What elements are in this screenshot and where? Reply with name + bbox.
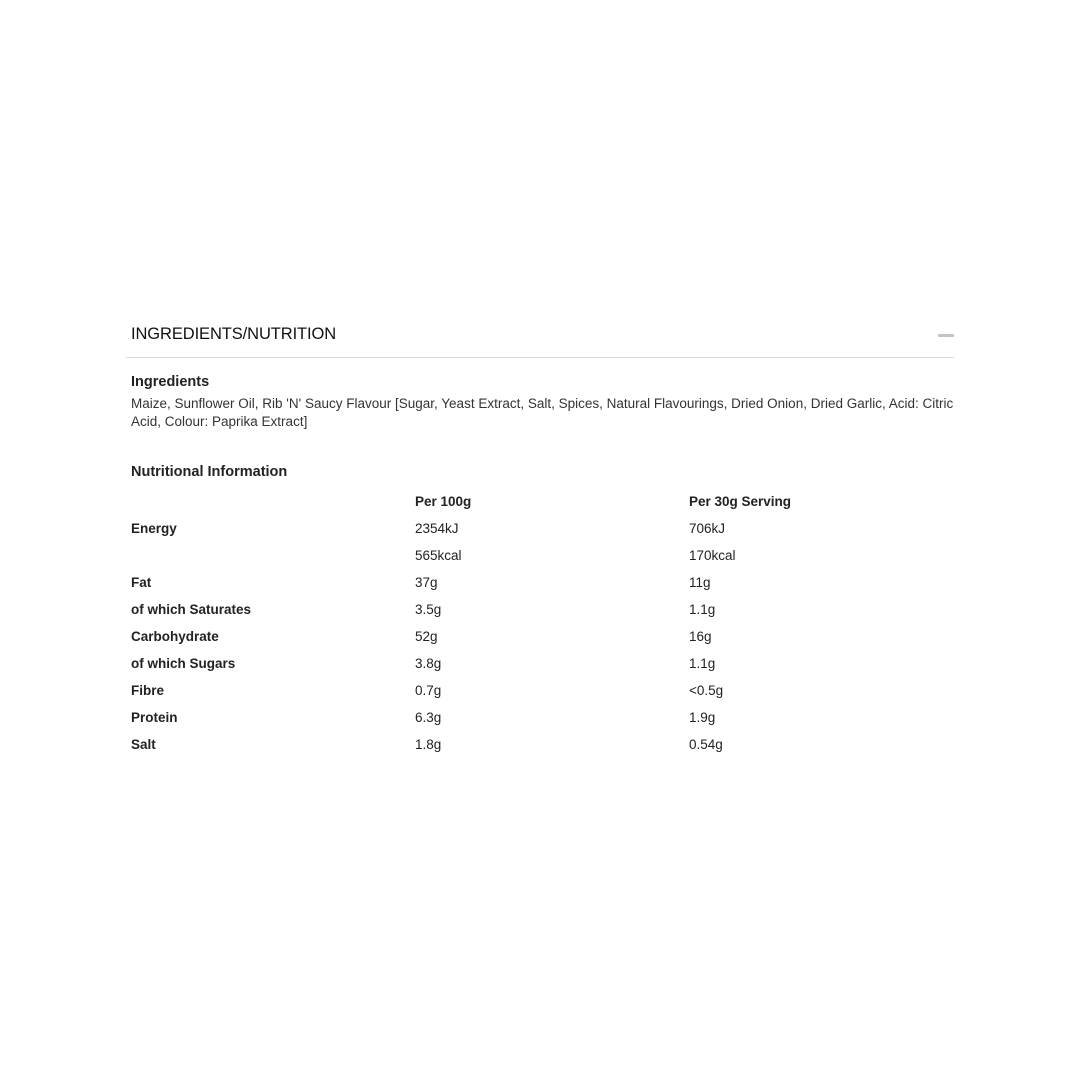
per-100g-value: 37g <box>415 575 438 590</box>
nutrient-name: Fat <box>131 575 152 590</box>
nutrient-name: Energy <box>131 521 177 536</box>
per-serving-value: 0.54g <box>689 737 723 752</box>
minus-icon[interactable] <box>938 334 954 337</box>
column-header-per-100g: Per 100g <box>415 494 472 509</box>
nutrient-name: Carbohydrate <box>131 629 219 644</box>
nutrient-name <box>131 542 415 569</box>
table-row <box>131 650 954 677</box>
table-header-row <box>131 488 954 515</box>
per-100g-value: 3.8g <box>415 656 442 671</box>
per-serving-value: 706kJ <box>689 521 726 536</box>
per-serving-value: 170kcal <box>689 548 736 563</box>
per-serving-value: 1.1g <box>689 656 716 671</box>
ingredients-heading: Ingredients <box>131 374 210 390</box>
per-100g-value: 52g <box>415 629 438 644</box>
accordion-header[interactable] <box>126 318 954 358</box>
nutrient-name: of which Sugars <box>131 656 236 671</box>
table-row <box>131 623 954 650</box>
table-row <box>131 569 954 596</box>
nutrient-name: Protein <box>131 710 178 725</box>
per-100g-value: 1.8g <box>415 737 442 752</box>
per-100g-value: 0.7g <box>415 683 442 698</box>
per-100g-value: 2354kJ <box>415 521 459 536</box>
nutrition-table <box>131 488 954 758</box>
nutrient-name: Fibre <box>131 683 165 698</box>
column-header-per-serving: Per 30g Serving <box>689 494 792 509</box>
ingredients-nutrition-panel <box>126 318 954 758</box>
nutrient-name: of which Saturates <box>131 602 252 617</box>
table-row <box>131 704 954 731</box>
accordion-content <box>126 372 954 758</box>
table-row <box>131 677 954 704</box>
per-100g-value: 3.5g <box>415 602 442 617</box>
per-serving-value: 1.9g <box>689 710 716 725</box>
per-serving-value: 16g <box>689 629 712 644</box>
per-serving-value: 11g <box>689 575 711 590</box>
nutrition-heading: Nutritional Information <box>131 464 288 480</box>
table-row <box>131 731 954 758</box>
per-100g-value: 6.3g <box>415 710 442 725</box>
nutrient-name: Salt <box>131 737 156 752</box>
column-header-nutrient <box>131 488 415 515</box>
table-row <box>131 596 954 623</box>
per-serving-value: <0.5g <box>689 683 724 698</box>
table-row <box>131 515 954 542</box>
accordion-title: INGREDIENTS/NUTRITION <box>131 325 337 343</box>
ingredients-text: Maize, Sunflower Oil, Rib 'N' Saucy Flavour [Sugar, Yeast Extract, Salt, Spices, Natural Flavourings, Dried Onion, Dried Garlic, Acid: Citric Acid, Colour: Paprika Extract] <box>131 396 954 429</box>
table-row <box>131 542 954 569</box>
per-serving-value: 1.1g <box>689 602 716 617</box>
per-100g-value: 565kcal <box>415 548 462 563</box>
